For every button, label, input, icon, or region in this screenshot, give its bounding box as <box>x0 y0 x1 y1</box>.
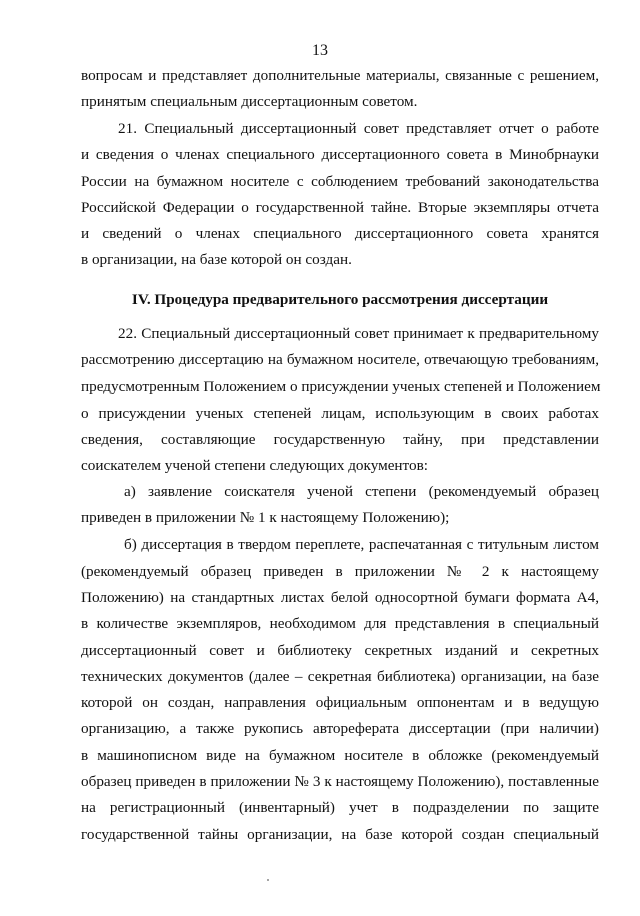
text-line: 21. Специальный диссертационный совет представляет отчет о работе <box>118 120 599 137</box>
text-line: вопросам и представляет дополнительные материалы, связанные с решением, <box>81 67 599 84</box>
text-line: в машинописном виде на бумажном носителе в обложке (рекомендуемый <box>81 747 599 764</box>
text-line: и сведения о членах специального диссертационного совета в Минобрнауки <box>81 146 599 163</box>
text-line: образец приведен в приложении № 3 к настоящему Положению), поставленные <box>81 773 599 790</box>
text-line: о присуждении ученых степеней лицам, использующим в своих работах <box>81 405 599 422</box>
text-line: соискателем ученой степени следующих документов: <box>81 457 428 474</box>
text-line: диссертационный совет и библиотеку секретных изданий и секретных <box>81 642 599 659</box>
page-number: 13 <box>312 42 328 59</box>
text-line: (рекомендуемый образец приведен в приложении № 2 к настоящему <box>81 563 599 580</box>
text-line: Российской Федерации о государственной тайне. Вторые экземпляры отчета <box>81 199 599 216</box>
text-line: организацию, а также рукопись автореферата диссертации (при наличии) <box>81 720 599 737</box>
text-line: государственной тайны организации, на базе которой создан специальный <box>81 826 599 843</box>
section-heading: IV. Процедура предварительного рассмотрения диссертации <box>131 291 549 308</box>
text-line: приведен в приложении № 1 к настоящему Положению); <box>81 509 450 526</box>
text-line: технических документов (далее – секретная библиотека) организации, на базе <box>81 668 599 685</box>
text-line: в организации, на базе которой он создан. <box>81 251 352 268</box>
text-line: б) диссертация в твердом переплете, распечатанная с титульным листом <box>124 536 599 553</box>
text-line: Положению) на стандартных листах белой односортной бумаги формата А4, <box>81 589 599 606</box>
text-line: рассмотрению диссертацию на бумажном носителе, отвечающую требованиям, <box>81 351 599 368</box>
text-line: сведения, составляющие государственную тайну, при представлении <box>81 431 599 448</box>
scan-speck <box>267 879 269 881</box>
text-line: России на бумажном носителе с соблюдением требований законодательства <box>81 173 599 190</box>
text-line: предусмотренным Положением о присуждении ученых степеней и Положением <box>81 378 601 395</box>
text-line: принятым специальным диссертационным советом. <box>81 93 418 110</box>
text-line: а) заявление соискателя ученой степени (рекомендуемый образец <box>124 483 599 500</box>
text-line: и сведений о членах специального диссертационного совета хранятся <box>81 225 599 242</box>
text-line: 22. Специальный диссертационный совет принимает к предварительному <box>118 325 599 342</box>
text-line: на регистрационный (инвентарный) учет в подразделении по защите <box>81 799 599 816</box>
text-line: в количестве экземпляров, необходимом для представления в специальный <box>81 615 599 632</box>
text-line: которой он создан, направления официальным оппонентам и в ведущую <box>81 694 599 711</box>
